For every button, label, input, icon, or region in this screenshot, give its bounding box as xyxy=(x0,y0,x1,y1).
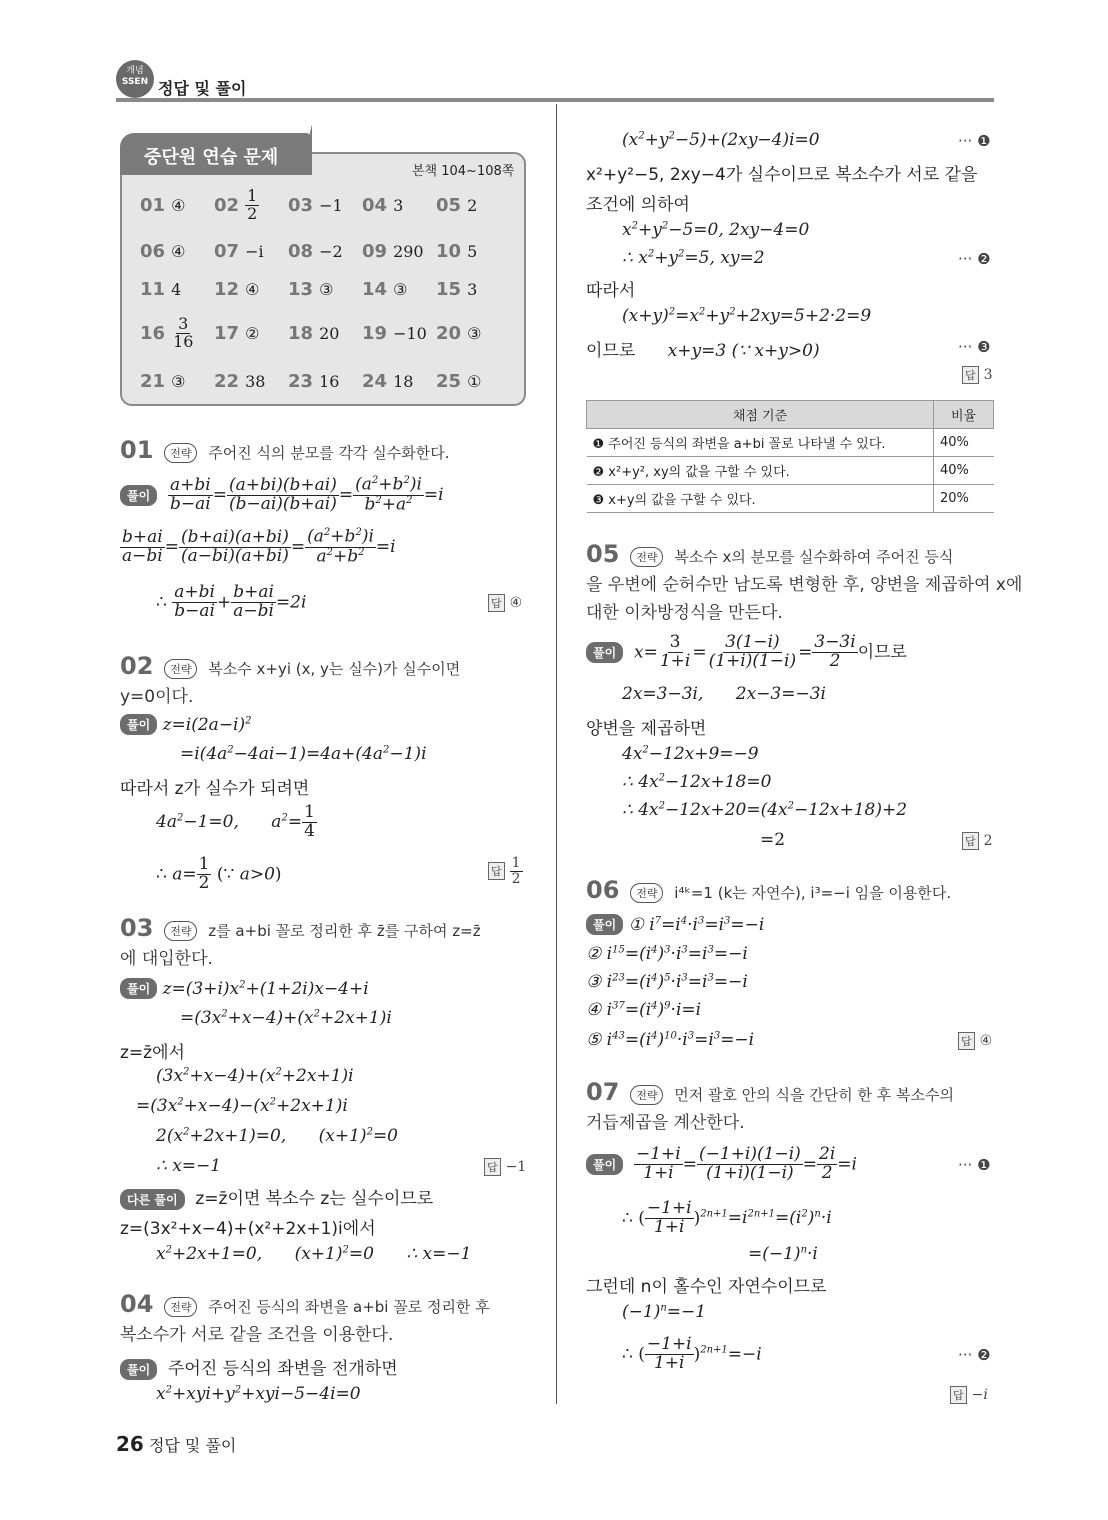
problem-05-solution-3: $4x^2-12x+9=-9$ xyxy=(622,744,759,764)
answer-key-item xyxy=(436,318,510,348)
problem-03-solution-3: $(3x^2+x-4)+(x^2+2x+1)i$ xyxy=(156,1066,354,1086)
answer-key-value: −i xyxy=(245,241,264,261)
answer-key-number: 11 xyxy=(140,278,166,300)
problem-05-strategy-cont-1: 을 우변에 순허수만 남도록 변형한 후, 양변을 제곱하여 x에 xyxy=(586,575,1023,595)
header-rule xyxy=(116,98,994,102)
problem-03-solution-1: 풀이 $z=(3+i)x^2+(1+2i)x-4+i$ xyxy=(120,978,369,999)
r04-text-1: x²+y²−5, 2xy−4가 실수이므로 복소수가 서로 같을 xyxy=(586,165,978,185)
answer-key-value: 38 xyxy=(245,371,266,391)
problem-06-header: 06 전략 i⁴ᵏ=1 (k는 자연수), i³=−i 임을 이용한다. xyxy=(586,876,952,904)
problem-07-text: 그런데 n이 홀수인 자연수이므로 xyxy=(586,1277,827,1297)
column-divider xyxy=(556,104,557,1404)
problem-05-text: 양변을 제곱하면 xyxy=(586,719,707,739)
answer-key-number: 16 xyxy=(140,322,166,344)
step-marker-2: ··· ❷ xyxy=(958,1346,991,1364)
problem-02-text: 따라서 z가 실수가 되려면 xyxy=(120,779,310,799)
page-number: 26 xyxy=(116,1432,144,1456)
answer-key-item xyxy=(288,274,362,304)
answer-key-item xyxy=(436,190,510,220)
problem-05-header: 05 전략 복소수 x의 분모를 실수화하여 주어진 등식 xyxy=(586,540,954,568)
answer-key-value: 3 xyxy=(393,195,404,215)
answer-key-value: ② xyxy=(245,323,260,343)
problem-04-solution-1: 풀이 주어진 등식의 좌변을 전개하면 xyxy=(120,1354,398,1380)
answer-key-item xyxy=(436,366,510,396)
answer-key-item xyxy=(214,318,288,348)
problem-06-solution-2: ② $i^{15}=(i^4)^3\cdot i^3=i^3=-i$ xyxy=(586,944,748,964)
problem-07-solution-4: $(-1)^n=-1$ xyxy=(622,1302,707,1322)
answer-key-value: 4 xyxy=(171,279,182,299)
answer-key-number: 19 xyxy=(362,322,388,344)
scoring-criterion: ❷ x²+y², xy의 값을 구할 수 있다. xyxy=(587,457,934,485)
answer-key-value: ④ xyxy=(171,195,186,215)
answer-key-value: 5 xyxy=(467,241,478,261)
scoring-criterion: ❸ x+y의 값을 구할 수 있다. xyxy=(587,485,934,513)
answer-key-value: $\frac{3}{16}$ xyxy=(173,313,194,351)
problem-03-answer: 답 −1 xyxy=(484,1158,526,1176)
answer-key-item xyxy=(362,236,436,266)
answer-key-item xyxy=(140,366,214,396)
answer-key-value: 20 xyxy=(319,323,340,343)
scoring-header-criteria: 채점 기준 xyxy=(587,401,934,429)
problem-05-solution-2: 2x=3−3i, 2x−3=−3i xyxy=(622,684,826,704)
scoring-ratio: 40% xyxy=(934,457,994,485)
step-marker-1: ··· ❶ xyxy=(958,132,991,150)
problem-05-solution-4: ∴ $4x^2-12x+18=0$ xyxy=(622,772,772,792)
page-footer xyxy=(116,1432,236,1456)
answer-key-number: 15 xyxy=(436,278,462,300)
answer-key-item xyxy=(436,274,510,304)
answer-key-number: 22 xyxy=(214,370,240,392)
problem-05-answer: 답 2 xyxy=(962,832,993,850)
problem-06-solution-5: ⑤ $i^{43}=(i^4)^{10}\cdot i^3=i^3=-i$ xyxy=(586,1030,755,1050)
answer-key-item xyxy=(288,236,362,266)
answer-key-value: −1 xyxy=(319,195,343,215)
problem-04-strategy-cont: 복소수가 서로 같을 조건을 이용한다. xyxy=(120,1325,394,1345)
answer-key-title: 중단원 연습 문제 xyxy=(120,133,310,175)
problem-05-solution-5: ∴ $4x^2-12x+20=(4x^2-12x+18)+2$ xyxy=(622,800,908,820)
problem-03-alt-1: 다른 풀이 z=z̄이면 복소수 z는 실수이므로 xyxy=(120,1184,433,1210)
answer-key-value: 290 xyxy=(393,241,424,261)
answer-key-number: 01 xyxy=(140,194,166,216)
answer-key-value: ③ xyxy=(393,279,408,299)
answer-key-item xyxy=(288,366,362,396)
footer-title: 정답 및 풀이 xyxy=(148,1436,237,1455)
answer-key-item xyxy=(140,190,214,220)
answer-key-value: 2 xyxy=(467,195,478,215)
problem-02-header: 02 전략 복소수 x+yi (x, y는 실수)가 실수이면 xyxy=(120,652,461,680)
answer-key-number: 21 xyxy=(140,370,166,392)
problem-02-solution-2: $=i(4a^2-4ai-1)=4a+(4a^2-1)i$ xyxy=(180,744,427,764)
problem-05-solution-6: =2 xyxy=(760,830,786,850)
r04-answer: 답 3 xyxy=(962,366,993,384)
answer-key-number: 17 xyxy=(214,322,240,344)
problem-03-alt-3: $x^2+2x+1=0$, $(x+1)^2=0$ ∴ x=−1 xyxy=(156,1244,472,1264)
problem-07-solution-1: 풀이 $\frac{-1+i}{1+i}$ = $\frac{(-1+i)(1-i)}{(1+i)(1-i)}$ = $\frac{2i}{2}$ =i xyxy=(586,1146,857,1183)
answer-key-item xyxy=(140,236,214,266)
step-marker-3: ··· ❸ xyxy=(958,338,991,356)
answer-key-item xyxy=(214,185,288,223)
answer-key-value: −2 xyxy=(319,241,343,261)
answer-key-item xyxy=(362,190,436,220)
answer-key-row xyxy=(140,274,510,304)
r04-eq-2: $x^2+y^2-5=0$, 2xy−4=0 xyxy=(622,220,810,240)
answer-key-value: ③ xyxy=(319,279,334,299)
problem-07-header: 07 전략 먼저 괄호 안의 식을 간단히 한 후 복소수의 xyxy=(586,1078,955,1106)
answer-key-number: 08 xyxy=(288,240,314,262)
answer-key-number: 23 xyxy=(288,370,314,392)
answer-key-item xyxy=(288,318,362,348)
problem-01-solution-3: ∴ $\frac{a+bi}{b-ai}$ + $\frac{b+ai}{a-bi}$ =2i xyxy=(156,582,307,621)
answer-key-number: 18 xyxy=(288,322,314,344)
r04-eq-3: ∴ $x^2+y^2=5$, xy=2 xyxy=(622,248,765,268)
problem-01-header: 01 전략 주어진 식의 분모를 각각 실수화한다. xyxy=(120,436,450,464)
problem-07-solution-2: ∴ ( $\frac{-1+i}{1+i}$ )$^{2n+1}=i^{2n+1}=(i^2)^n\cdot i$ xyxy=(622,1198,832,1237)
answer-key-item xyxy=(436,236,510,266)
problem-03-solution-6: ∴ x=−1 xyxy=(156,1156,222,1176)
answer-key-number: 13 xyxy=(288,278,314,300)
problem-01-solution-2: $\frac{b+ai}{a-bi}$ = $\frac{(b+ai)(a+bi)}{(a-bi)(a+bi)}$ = $\frac{(a^2+b^2)i}{a^2+b^2}$ =i xyxy=(122,526,396,567)
answer-key-item xyxy=(288,190,362,220)
problem-07-strategy-cont: 거듭제곱을 계산한다. xyxy=(586,1113,745,1133)
problem-01-solution-1: 풀이 $\frac{a+bi}{b-ai}$ = $\frac{(a+bi)(b+ai)}{(b-ai)(b+ai)}$ = $\frac{(a^2+b^2)i}{b^2+a^2}$ =i xyxy=(120,476,444,514)
problem-02-solution-4: ∴ a= $\frac{1}{2}$ (∵ a>0) xyxy=(156,854,282,893)
answer-key-value: $\frac{1}{2}$ xyxy=(247,185,258,223)
problem-02-strategy-cont: y=0이다. xyxy=(120,687,194,707)
problem-04-solution-2: $x^2+xyi+y^2+xyi-5-4i=0$ xyxy=(156,1384,361,1404)
problem-02-solution-1: 풀이 $z=i(2a-i)^2$ xyxy=(120,714,252,735)
answer-key-number: 04 xyxy=(362,194,388,216)
answer-key-item xyxy=(362,366,436,396)
problem-06-solution-3: ③ $i^{23}=(i^4)^5\cdot i^3=i^3=-i$ xyxy=(586,972,748,992)
problem-03-header: 03 전략 z를 a+bi 꼴로 정리한 후 z̄를 구하여 z=z̄ xyxy=(120,914,481,942)
answer-key-item xyxy=(362,318,436,348)
scoring-ratio: 20% xyxy=(934,485,994,513)
answer-key-number: 20 xyxy=(436,322,462,344)
problem-03-solution-4: $=(3x^2+x-4)-(x^2+2x+1)i$ xyxy=(136,1096,348,1116)
problem-06-solution-4: ④ $i^{37}=(i^4)^9\cdot i=i$ xyxy=(586,1000,702,1020)
brand-badge: 개념 SSEN xyxy=(116,60,154,98)
answer-key-number: 12 xyxy=(214,278,240,300)
answer-key-row xyxy=(140,366,510,396)
r04-eq-5: 이므로 x+y=3 (∵ x+y>0) xyxy=(586,341,820,361)
scoring-header-ratio: 비율 xyxy=(934,401,994,429)
r04-text-3: 따라서 xyxy=(586,281,636,301)
answer-key-value: ③ xyxy=(467,323,482,343)
step-marker-2: ··· ❷ xyxy=(958,250,991,268)
answer-key-value: ① xyxy=(467,371,482,391)
answer-key-row xyxy=(140,313,510,351)
problem-03-strategy-cont: 에 대입한다. xyxy=(120,949,213,969)
problem-03-solution-2: $=(3x^2+x-4)+(x^2+2x+1)i$ xyxy=(180,1008,392,1028)
answer-key-number: 10 xyxy=(436,240,462,262)
answer-key-value: 3 xyxy=(467,279,478,299)
answer-key-value: 18 xyxy=(393,371,414,391)
step-marker-1: ··· ❶ xyxy=(958,1156,991,1174)
answer-key-number: 03 xyxy=(288,194,314,216)
r04-eq-1: $(x^2+y^2-5)+(2xy-4)i=0$ xyxy=(622,130,820,150)
answer-key-item xyxy=(214,236,288,266)
problem-06-answer: 답 ④ xyxy=(958,1032,992,1050)
scoring-ratio: 40% xyxy=(934,429,994,457)
answer-key-value: ③ xyxy=(171,371,186,391)
answer-key-row xyxy=(140,185,510,223)
r04-text-2: 조건에 의하여 xyxy=(586,195,690,215)
problem-07-answer: 답 −i xyxy=(950,1386,988,1404)
problem-03-solution-5: $2(x^2+2x+1)=0$, $(x+1)^2=0$ xyxy=(156,1126,398,1146)
answer-key-item xyxy=(140,274,214,304)
problem-03-alt-2: z=(3x²+x−4)+(x²+2x+1)i에서 xyxy=(120,1219,376,1239)
answer-key-value: 16 xyxy=(319,371,340,391)
answer-key-number: 06 xyxy=(140,240,166,262)
problem-05-solution-1: 풀이 x= $\frac{3}{1+i}$ = $\frac{3(1-i)}{(1+i)(1-i)}$ = $\frac{3-3i}{2}$ 이므로 xyxy=(586,634,907,671)
answer-key-reference: 본책 104~108쪽 xyxy=(412,164,515,179)
r04-eq-4: $(x+y)^2=x^2+y^2+2xy=5+2\cdot 2=9$ xyxy=(622,306,872,326)
answer-key-number: 02 xyxy=(214,194,240,216)
answer-key-number: 09 xyxy=(362,240,388,262)
answer-key-number: 25 xyxy=(436,370,462,392)
answer-key-value: −10 xyxy=(393,323,427,343)
answer-key-value: ④ xyxy=(171,241,186,261)
problem-07-solution-5: ∴ ( $\frac{-1+i}{1+i}$ )$^{2n+1}$=−i xyxy=(622,1334,762,1373)
answer-key-number: 24 xyxy=(362,370,388,392)
scoring-table xyxy=(586,400,994,513)
answer-key-item xyxy=(214,366,288,396)
problem-01-answer: 답 ④ xyxy=(488,594,522,612)
answer-key-item xyxy=(214,274,288,304)
answer-key-item xyxy=(362,274,436,304)
problem-03-text: z=z̄에서 xyxy=(120,1043,185,1063)
answer-key-row xyxy=(140,236,510,266)
problem-07-solution-3: $=(-1)^n\cdot i$ xyxy=(748,1244,818,1264)
problem-04-header: 04 전략 주어진 등식의 좌변을 a+bi 꼴로 정리한 후 xyxy=(120,1290,490,1318)
problem-05-strategy-cont-2: 대한 이차방정식을 만든다. xyxy=(586,603,783,623)
scoring-criterion: ❶ 주어진 등식의 좌변을 a+bi 꼴로 나타낼 수 있다. xyxy=(587,429,934,457)
answer-key-number: 05 xyxy=(436,194,462,216)
problem-02-solution-3: $4a^2-1=0$, $a^2=$ $\frac{1}{4}$ xyxy=(156,802,315,841)
problem-02-answer: 답 $\frac{1}{2}$ xyxy=(488,856,523,886)
page-header-title: 정답 및 풀이 xyxy=(158,79,247,98)
answer-key-number: 07 xyxy=(214,240,240,262)
problem-06-solution-1: 풀이 ① $i^7=i^4\cdot i^3=i^3=-i$ xyxy=(586,914,764,935)
answer-key-value: ④ xyxy=(245,279,260,299)
answer-key-number: 14 xyxy=(362,278,388,300)
answer-key-item xyxy=(140,313,214,351)
